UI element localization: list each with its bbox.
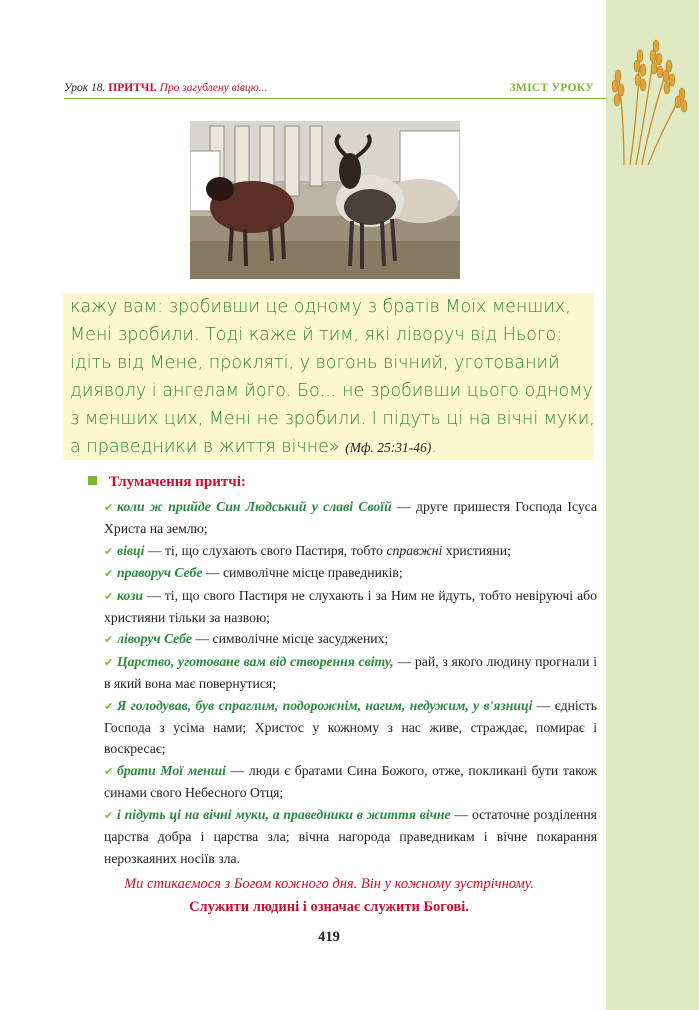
item-term: вівці — [117, 542, 145, 558]
list-item — [104, 562, 597, 584]
item-term: і підуть ці на вічні муки, а праведники в життя вічне — [117, 806, 451, 822]
item-term: кози — [117, 587, 144, 603]
item-text: — символічне місце засуджених; — [191, 631, 389, 647]
item-text: — єдність Господа з усіма нами; Христос у кожному з нас живе, страждає, помирає і воскресає; — [104, 697, 598, 757]
quote-line: Мені зробили. Тоді каже й тим, які ліворуч від Нього: — [70, 325, 563, 345]
quote-last-line — [70, 433, 595, 462]
lesson-number: Урок 18. — [64, 82, 106, 94]
checkmark-icon: ✔ — [104, 764, 114, 778]
item-text: — остаточне розділення царства добра і царства зла; вічна нагорода праведникам і вічне покарання нерозкаяних носіїв зла. — [104, 806, 597, 866]
list-item — [104, 760, 597, 804]
list-item — [104, 651, 597, 695]
green-square-bullet-icon — [88, 476, 97, 485]
interpretation-heading — [88, 474, 598, 491]
checkmark-icon: ✔ — [104, 589, 114, 603]
checkmark-icon: ✔ — [104, 501, 114, 514]
item-term: Я голодував, був спраглим, подорожнім, нагим, недужим, у в'язниці — [117, 697, 533, 713]
interpretation-heading-block — [88, 474, 598, 491]
page-header — [64, 80, 594, 102]
list-item — [104, 695, 597, 760]
quote-line: з менших цих, Мені не зробили. І підуть ці на вічні муки, — [70, 409, 595, 429]
item-text: — символічне місце праведників; — [202, 565, 403, 581]
quote-line: дияволу і ангелам його. Бо... не зробивши цього одному — [70, 381, 593, 401]
list-item — [104, 804, 597, 869]
quote-line: а праведники в життя вічне» — [70, 437, 340, 457]
interpretation-title: Тлумачення притчі: — [109, 474, 246, 490]
section-subtitle: Про загублену вівцю... — [159, 82, 268, 94]
closing-motto: Служити людині і означає служити Богові. — [189, 899, 469, 915]
page-number: 419 — [318, 929, 340, 945]
item-text-end: християни; — [442, 542, 511, 558]
list-item — [104, 496, 597, 540]
header-lesson-title — [64, 82, 267, 94]
quote-line: кажу вам: зробивши це одному з братів Моїх менших, — [70, 297, 571, 317]
sheep-and-goat-photo — [190, 121, 460, 279]
interpretation-list — [104, 496, 597, 869]
item-term: коли ж прийде Син Людський у славі Своїй — [117, 499, 392, 514]
list-item — [104, 628, 597, 650]
closing-statement: Ми стикаємося з Богом кожного дня. Він у кожному зустрічному. — [124, 876, 534, 892]
checkmark-icon: ✔ — [104, 567, 114, 581]
checkmark-icon: ✔ — [104, 655, 114, 669]
item-text: — рай, з якого людину прогнали і в який вона має повернутися; — [104, 653, 597, 692]
item-text: — ті, що свого Пастиря не слухають і за Ним не йдуть, тобто невіруючі або християни тільки за назвою; — [104, 587, 597, 626]
checkmark-icon: ✔ — [104, 699, 114, 713]
checkmark-icon: ✔ — [104, 544, 114, 558]
list-item — [104, 540, 597, 562]
list-item — [104, 585, 597, 629]
header-contents-label: ЗМІСТ УРОКУ — [509, 82, 594, 94]
header-rule — [64, 98, 607, 99]
item-term: брати Мої менші — [117, 762, 226, 778]
item-emphasis: справжні — [386, 542, 443, 558]
scripture-quote — [70, 293, 595, 462]
item-term: праворуч Себе — [117, 565, 203, 581]
quote-line: ідіть від Мене, прокляті, у вогонь вічний, уготований — [70, 353, 560, 373]
item-term: Царство, уготоване вам від створення світу, — [117, 653, 394, 669]
item-text: — ті, що слухають свого Пастиря, тобто — [144, 542, 387, 558]
wheat-ears-icon — [600, 30, 690, 170]
item-text: — друге пришестя Господа Ісуса Христа на землю; — [104, 499, 597, 537]
checkmark-icon: ✔ — [104, 633, 114, 647]
checkmark-icon: ✔ — [104, 808, 114, 822]
quote-reference: (Мф. 25:31-46) — [345, 440, 432, 455]
section-title: ПРИТЧІ. — [108, 82, 157, 94]
quote-end-mark: . — [431, 437, 437, 457]
item-term: ліворуч Себе — [117, 631, 192, 647]
item-text: — люди є братами Сина Божого, отже, покликані бути також синами свого Небесного Отця; — [104, 762, 597, 801]
